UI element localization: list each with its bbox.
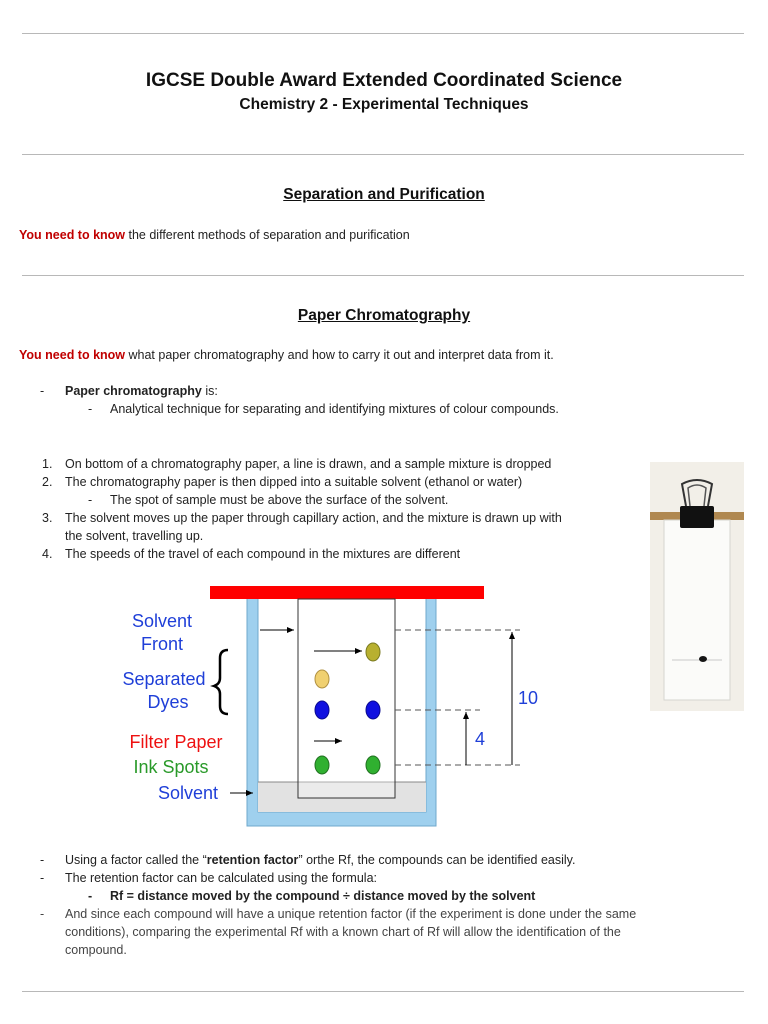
divider (22, 275, 744, 276)
label-solvent-front: Solvent (131, 611, 193, 631)
sample-spot (699, 656, 707, 662)
retention-factor-text (65, 851, 575, 869)
divider (22, 33, 744, 34)
label-filter-paper: Filter Paper (129, 732, 223, 752)
yellow-dye-spot (315, 670, 329, 688)
page-subtitle: Chemistry 2 - Experimental Techniques (239, 96, 529, 113)
sub-bullet: - (88, 402, 93, 416)
know-label: You need to know (19, 348, 126, 362)
step-text: The chromatography paper is then dipped into a suitable solvent (ethanol or water) (65, 475, 523, 489)
retention-factor-term: retention factor (206, 853, 299, 867)
identification-text: And since each compound will have a unique retention factor (if the experiment is done under the same (65, 907, 637, 921)
know-label: You need to know (19, 228, 126, 242)
olive-dye-spot (366, 643, 380, 661)
text-segment: Using a factor called the “ (65, 853, 207, 867)
identification-text: conditions), comparing the experimental Rf with a known chart of Rf will allow the identification of the (65, 925, 621, 939)
divider (22, 991, 744, 992)
label-separated-dyes: Dyes (147, 692, 189, 712)
binder-clip (680, 506, 714, 528)
identification-text: compound. (65, 943, 127, 957)
section-heading-chromatography: Paper Chromatography (297, 307, 471, 324)
definition-suffix: is: (201, 384, 218, 398)
know-text: the different methods of separation and purification (125, 228, 410, 242)
bullet: - (40, 871, 45, 885)
label-separated-dyes: Separated (122, 669, 206, 689)
text-segment: ” orthe Rf, the compounds can be identified easily. (298, 853, 576, 867)
step-text-continued: the solvent, travelling up. (65, 529, 204, 543)
bullet: - (40, 384, 45, 398)
know-statement (19, 226, 410, 244)
label-distance-4: 4 (474, 729, 486, 749)
bullet: - (40, 907, 45, 921)
green-ink-spot (366, 756, 380, 774)
brace (214, 650, 228, 714)
label-distance-10: 10 (517, 688, 539, 708)
label-solvent: Solvent (157, 783, 219, 803)
label-ink-spots: Ink Spots (133, 757, 209, 777)
filter-paper (298, 599, 395, 798)
step-number: 1. (42, 457, 53, 471)
bullet: - (40, 853, 45, 867)
definition-term: Paper chromatography (65, 384, 202, 398)
divider (22, 154, 744, 155)
page-title: IGCSE Double Award Extended Coordinated Science (145, 70, 623, 91)
step-text: The solvent moves up the paper through capillary action, and the mixture is drawn up with (65, 511, 562, 525)
label-solvent-front: Front (140, 634, 184, 654)
step-text: On bottom of a chromatography paper, a line is drawn, and a sample mixture is dropped (65, 457, 552, 471)
section-heading-separation: Separation and Purification (283, 186, 485, 203)
chromatography-photo (650, 462, 744, 711)
chromatography-diagram (110, 582, 550, 832)
step-number: 4. (42, 547, 53, 561)
paper-strip (664, 520, 730, 700)
blue-dye-spot (315, 701, 329, 719)
step-number: 3. (42, 511, 53, 525)
sub-bullet: - (88, 493, 93, 507)
step-sub-text: The spot of sample must be above the surface of the solvent. (110, 493, 449, 507)
green-ink-spot (315, 756, 329, 774)
sub-bullet: - (88, 889, 93, 903)
beaker-lid (210, 586, 484, 599)
blue-dye-spot (366, 701, 380, 719)
rf-formula: Rf = distance moved by the compound ÷ distance moved by the solvent (110, 889, 536, 903)
step-text: The speeds of the travel of each compound in the mixtures are different (65, 547, 461, 561)
definition-line (65, 382, 218, 400)
know-text: what paper chromatography and how to carry it out and interpret data from it. (125, 348, 554, 362)
definition-text: Analytical technique for separating and identifying mixtures of colour compounds. (110, 402, 559, 416)
step-number: 2. (42, 475, 53, 489)
formula-intro: The retention factor can be calculated using the formula: (65, 871, 377, 885)
know-statement (19, 346, 554, 364)
